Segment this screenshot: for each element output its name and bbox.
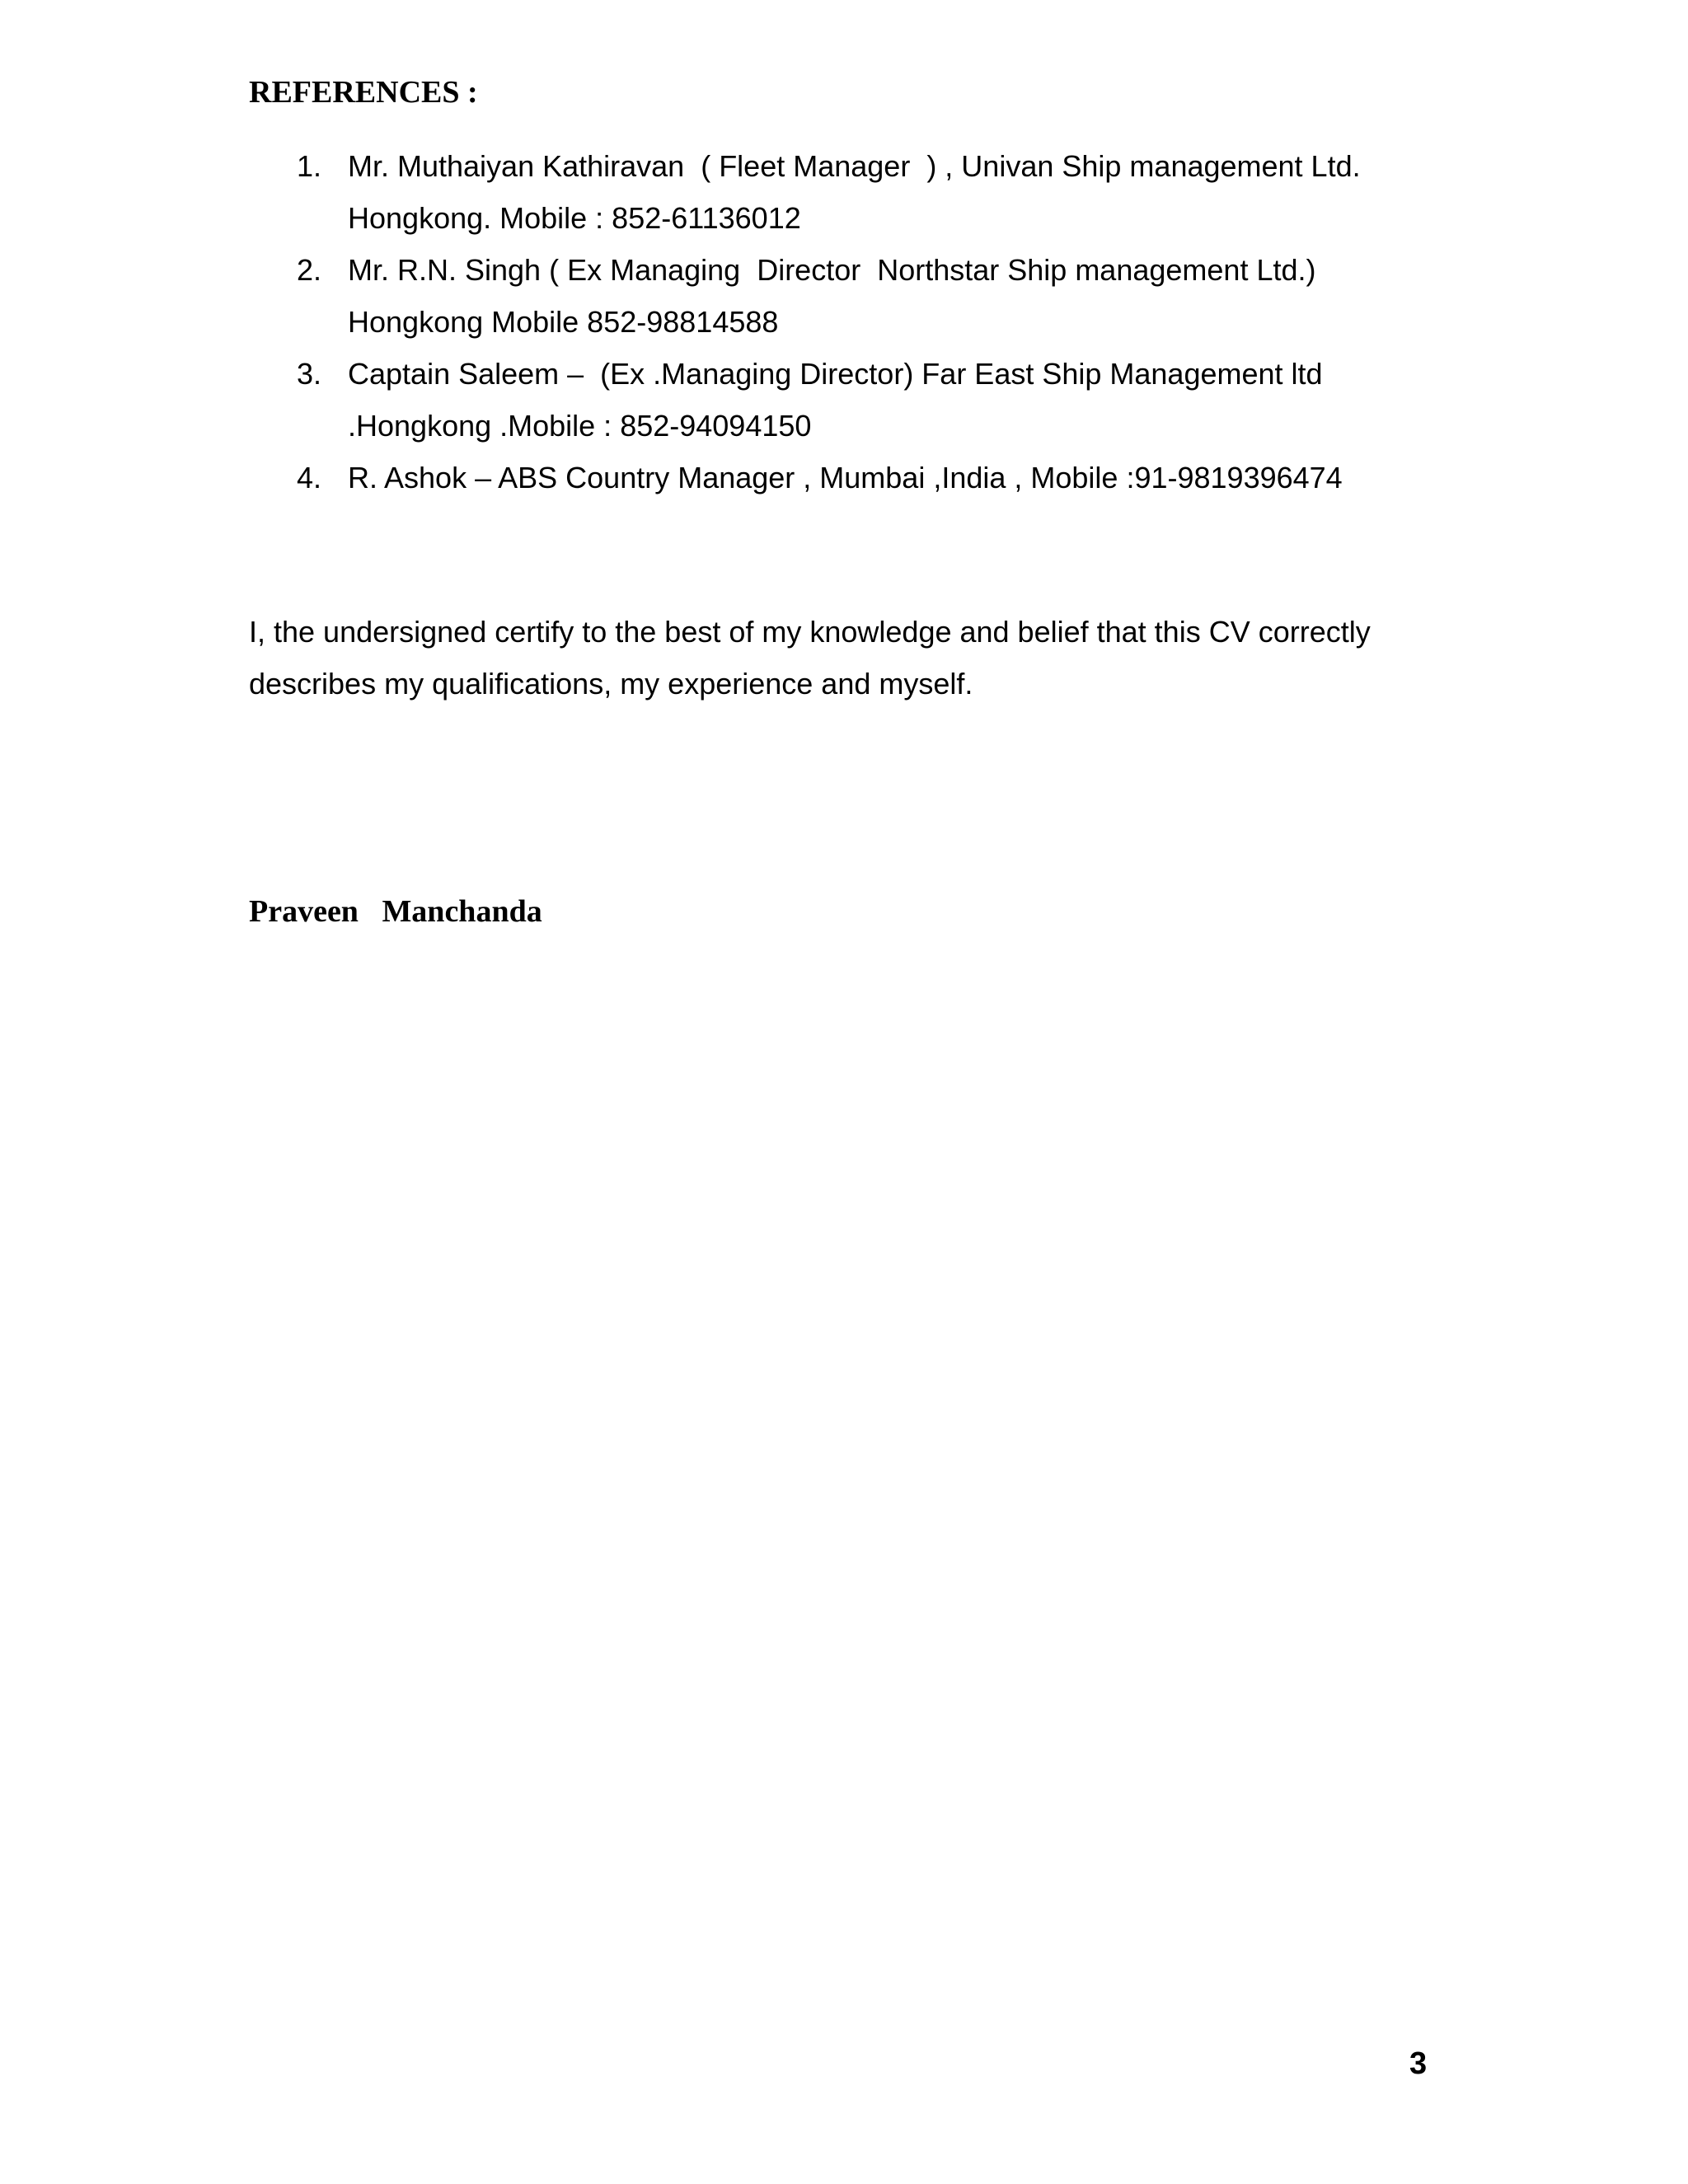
- reference-line: Mr. Muthaiyan Kathiravan ( Fleet Manager ) , Univan Ship management Ltd.: [348, 149, 1361, 183]
- references-list: [249, 140, 1485, 504]
- page-number: 3: [1409, 2046, 1428, 2081]
- reference-number: 1.: [297, 149, 322, 183]
- reference-line: Captain Saleem – (Ex .Managing Director) Far East Ship Management ltd: [348, 357, 1323, 391]
- reference-line: Hongkong. Mobile : 852-61136012: [348, 201, 801, 235]
- certification-line: I, the undersigned certify to the best of my knowledge and belief that this CV correctly: [249, 615, 1371, 649]
- reference-line: .Hongkong .Mobile : 852-94094150: [348, 409, 812, 443]
- reference-number: 4.: [297, 461, 322, 494]
- reference-item: [249, 452, 1485, 504]
- reference-item: [249, 244, 1485, 348]
- reference-line: Hongkong Mobile 852-98814588: [348, 305, 779, 339]
- certification-statement: [249, 606, 1485, 710]
- reference-number: 2.: [297, 253, 322, 287]
- reference-item: [249, 140, 1485, 244]
- references-heading: REFERENCES :: [249, 75, 478, 110]
- certification-line: describes my qualifications, my experience and myself.: [249, 667, 973, 701]
- reference-item: [249, 348, 1485, 452]
- reference-number: 3.: [297, 357, 322, 391]
- reference-line: Mr. R.N. Singh ( Ex Managing Director Northstar Ship management Ltd.): [348, 253, 1316, 287]
- reference-line: R. Ashok – ABS Country Manager , Mumbai ,India , Mobile :91-9819396474: [348, 461, 1343, 494]
- signature-name: Praveen Manchanda: [249, 894, 542, 929]
